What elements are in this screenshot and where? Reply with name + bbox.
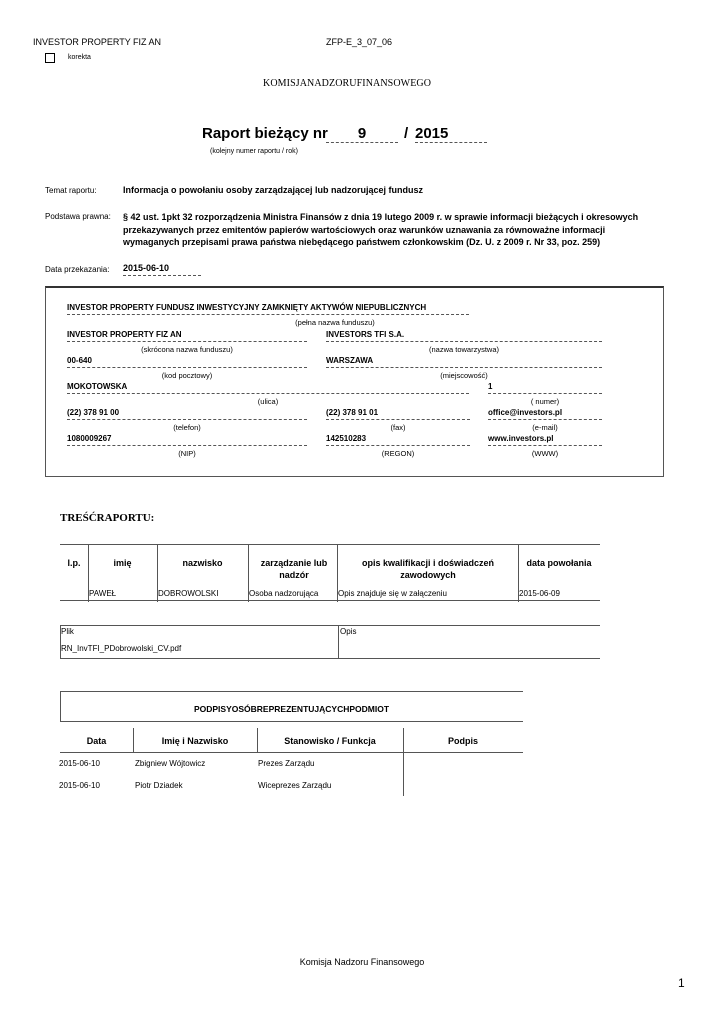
- fund-full-name: INVESTOR PROPERTY FUNDUSZ INWESTYCYJNY ZAMKNIĘTY AKTYWÓW NIEPUBLICZNYCH: [67, 303, 469, 315]
- street-number: 1: [488, 382, 602, 394]
- correction-label: korekta: [68, 54, 91, 61]
- sig-col-signature: Podpis: [447, 736, 478, 746]
- signature-row-date: 2015-06-10: [59, 781, 100, 790]
- street: MOKOTOWSKA: [67, 382, 469, 394]
- email-link[interactable]: office@investors.pl: [488, 408, 602, 420]
- signature-row-position: Prezes Zarządu: [258, 759, 315, 768]
- street-caption: (ulica): [257, 397, 279, 406]
- topic-label: Temat raportu:: [45, 186, 97, 195]
- table-cell: PAWEŁ: [89, 589, 117, 598]
- nip: 1080009267: [67, 434, 307, 446]
- sig-col-date: Data: [86, 736, 107, 746]
- header-company: INVESTOR PROPERTY FIZ AN: [33, 37, 162, 47]
- fund-company: INVESTORS TFI S.A.: [326, 330, 602, 342]
- col-header-qualifications: opis kwalifikacji i doświadczeń zawodowych: [361, 558, 495, 580]
- signature-row-position: Wiceprezes Zarządu: [258, 781, 332, 790]
- content-heading: TREŚĆRAPORTU:: [60, 512, 155, 524]
- signature-row-name: Piotr Dziadek: [135, 781, 183, 790]
- fund-short-name: INVESTOR PROPERTY FIZ AN: [67, 330, 307, 342]
- regon-caption: (REGON): [381, 449, 415, 458]
- report-title: Raport bieżący nr: [202, 125, 328, 142]
- attachment-description-label: Opis: [340, 627, 357, 636]
- fund-full-name-caption: (pełna nazwa funduszu): [295, 318, 375, 327]
- signature-row-date: 2015-06-10: [59, 759, 100, 768]
- www-caption: (WWW): [531, 449, 559, 458]
- www-link[interactable]: www.investors.pl: [488, 434, 602, 446]
- email-caption: (e-mail): [532, 423, 558, 432]
- legal-basis-line: § 42 ust. 1pkt 32 rozporządzenia Ministra Finansów z dnia 19 lutego 2009 r. w sprawie informacji bieżących i okresowych: [123, 212, 639, 222]
- table-cell: 2015-06-09: [519, 589, 560, 598]
- legal-basis-line: wymaganych przepisami prawa państwa niebędącego państwem członkowskim (Dz. U. z 2009 r. Nr 33, poz. 259): [123, 237, 601, 247]
- sig-col-position: Stanowisko / Funkcja: [284, 736, 376, 746]
- topic-value: Informacja o powołaniu osoby zarządzającej lub nadzorującej fundusz: [123, 185, 424, 195]
- fund-company-caption: (nazwa towarzystwa): [428, 345, 500, 354]
- report-subtitle: (kolejny numer raportu / rok): [210, 148, 298, 155]
- col-header-lp: l.p.: [67, 558, 81, 568]
- nip-caption: (NIP): [178, 449, 196, 458]
- table-cell: Osoba nadzorująca: [249, 589, 319, 598]
- col-header-first-name: imię: [113, 558, 132, 568]
- col-header-appointment-date: data powołania: [526, 558, 592, 568]
- phone-caption: (telefon): [173, 423, 201, 432]
- regon: 142510283: [326, 434, 470, 446]
- fund-short-name-caption: (skrócona nazwa funduszu): [141, 345, 233, 354]
- report-slash: /: [404, 125, 409, 142]
- transfer-date-label: Data przekazania:: [45, 265, 110, 274]
- col-header-last-name: nazwisko: [182, 558, 223, 568]
- signature-row-name: Zbigniew Wójtowicz: [135, 759, 206, 768]
- city-caption: (miejscowość): [440, 371, 488, 380]
- legal-basis-label: Podstawa prawna:: [45, 212, 111, 221]
- signatures-title: PODPISYOSÓBREPREZENTUJĄCYCHPODMIOT: [193, 704, 390, 714]
- col-header-role: zarządzanie lub nadzór: [260, 558, 328, 580]
- table-cell: DOBROWOLSKI: [158, 589, 219, 598]
- phone: (22) 378 91 00: [67, 408, 307, 420]
- attachment-file-link[interactable]: RN_InvTFI_PDobrowolski_CV.pdf: [61, 644, 182, 653]
- table-cell: Opis znajduje się w załączeniu: [338, 589, 447, 598]
- authority-name: KOMISJANADZORUFINANSOWEGO: [263, 78, 432, 89]
- postal-code-caption: (kod pocztowy): [161, 371, 213, 380]
- legal-basis-text: [123, 211, 638, 249]
- report-number: 9: [326, 125, 398, 143]
- fax-caption: (fax): [390, 423, 406, 432]
- city: WARSZAWA: [326, 356, 602, 368]
- sig-col-name: Imię i Nazwisko: [161, 736, 229, 746]
- footer-authority: Komisja Nadzoru Finansowego: [299, 957, 425, 967]
- street-number-caption: ( numer): [530, 397, 560, 406]
- correction-checkbox[interactable]: [45, 53, 55, 63]
- page-number: 1: [678, 976, 685, 990]
- postal-code: 00-640: [67, 356, 307, 368]
- report-year: 2015: [415, 125, 487, 143]
- transfer-date-value: 2015-06-10: [123, 263, 201, 276]
- attachment-file-label: Plik: [61, 627, 74, 636]
- form-code: ZFP-E_3_07_06: [326, 37, 393, 47]
- fax: (22) 378 91 01: [326, 408, 470, 420]
- legal-basis-line: przekazywanych przez emitentów papierów wartościowych oraz warunków uznawania za równoważne informacji: [123, 224, 606, 235]
